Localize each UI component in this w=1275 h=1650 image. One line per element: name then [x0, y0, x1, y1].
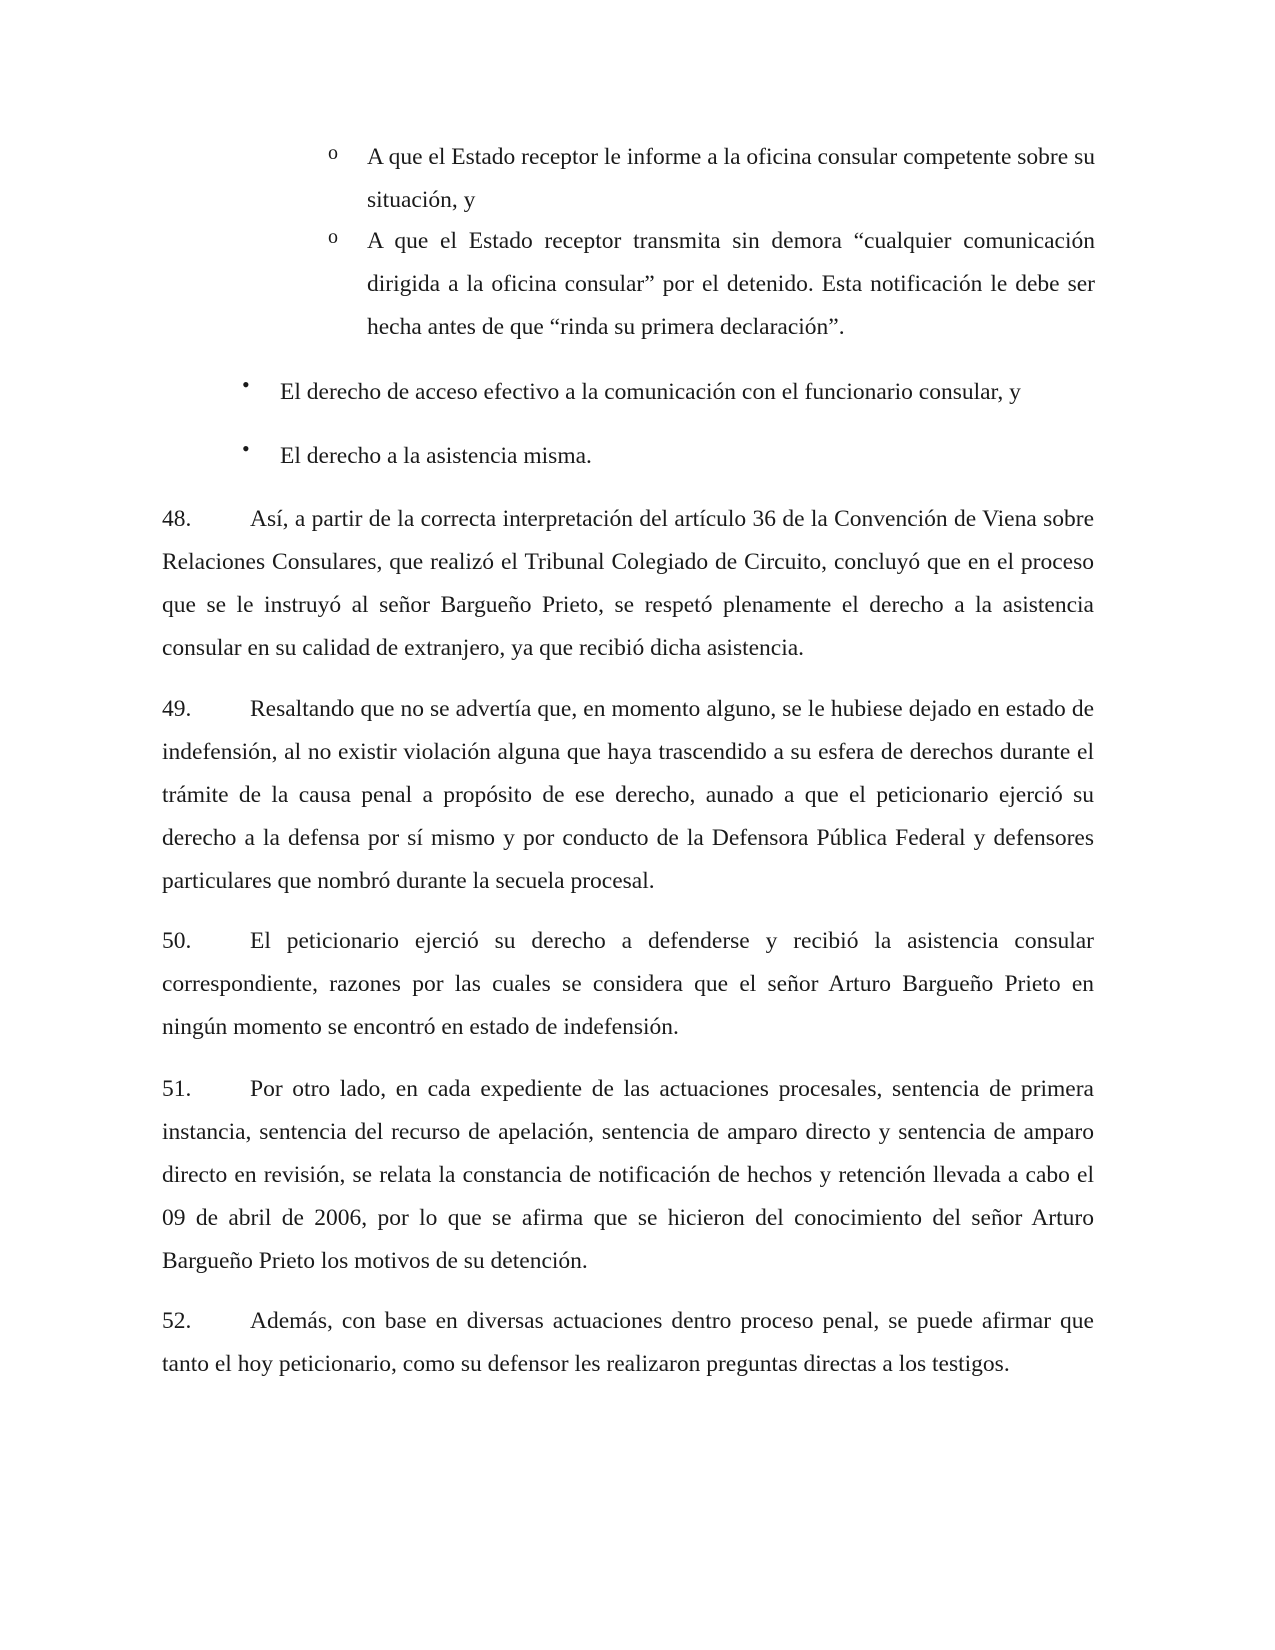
bullet-text: El derecho de acceso efectivo a la comunicación con el funcionario consular, y [280, 379, 1021, 405]
sub-item-marker: o [328, 142, 338, 164]
paragraph-text: El peticionario ejerció su derecho a defenderse y recibió la asistencia consular correspondiente, razones por las cuales se considera que el señor Arturo Bargueño Prieto en ningún momento se encontró en estado de indefensión. [162, 928, 1094, 1040]
bullet-marker: • [242, 372, 250, 397]
paragraph-text: Resaltando que no se advertía que, en momento alguno, se le hubiese dejado en estado de indefensión, al no existir violación alguna que haya trascendido a su esfera de derechos durante el trámite de la causa penal a propósito de ese derecho, aunado a que el peticionario ejerció su derecho a la defensa por sí mismo y por conducto de la Defensora Pública Federal y defensores particulares que nombró durante la secuela procesal. [162, 696, 1094, 894]
paragraph-text: Además, con base en diversas actuaciones dentro proceso penal, se puede afirmar que tanto el hoy peticionario, como su defensor les realizaron preguntas directas a los testigos. [162, 1308, 1094, 1377]
sub-item-marker: o [328, 226, 338, 248]
bullet-marker: • [242, 436, 250, 461]
paragraph-number: 51. [162, 1076, 192, 1102]
paragraph-number: 52. [162, 1308, 192, 1334]
sub-item-text: A que el Estado receptor le informe a la oficina consular competente sobre su situación, y [367, 144, 1095, 213]
paragraph-number: 50. [162, 928, 192, 954]
paragraph-number: 49. [162, 696, 192, 722]
bullet-text: El derecho a la asistencia misma. [280, 443, 592, 469]
paragraph-text: Así, a partir de la correcta interpretación del artículo 36 de la Convención de Viena sobre Relaciones Consulares, que realizó el Tribunal Colegiado de Circuito, concluyó que en el proceso que se le instruyó al señor Bargueño Prieto, se respetó plenamente el derecho a la asistencia consular en su calidad de extranjero, ya que recibió dicha asistencia. [162, 506, 1094, 661]
sub-item-text: A que el Estado receptor transmita sin demora “cualquier comunicación dirigida a la oficina consular” por el detenido. Esta notificación le debe ser hecha antes de que “rinda su primera declaración”. [367, 228, 1095, 340]
paragraph-text: Por otro lado, en cada expediente de las actuaciones procesales, sentencia de primera instancia, sentencia del recurso de apelación, sentencia de amparo directo y sentencia de amparo directo en revisión, se relata la constancia de notificación de hechos y retención llevada a cabo el 09 de abril de 2006, por lo que se afirma que se hicieron del conocimiento del señor Arturo Bargueño Prieto los motivos de su detención. [162, 1076, 1094, 1274]
paragraph-number: 48. [162, 506, 192, 532]
